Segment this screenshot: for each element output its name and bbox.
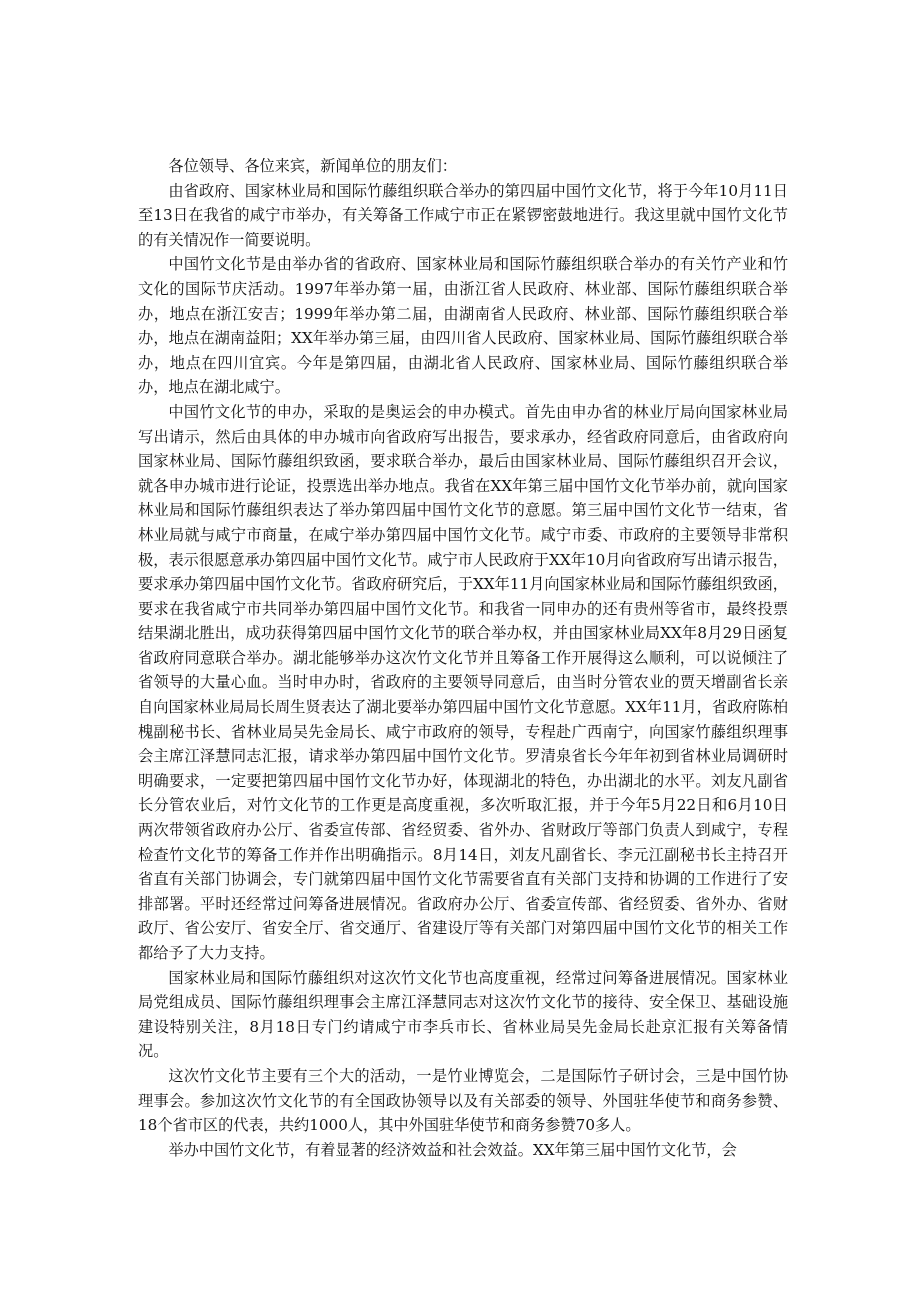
paragraph-national-support: 国家林业局和国际竹藤组织对这次竹文化节也高度重视，经常过问筹备进展情况。国家林业局党组成员、国际竹藤组织理事会主席江泽慧同志对这次竹文化节的接待、安全保卫、基础设施建设特别关注，8月18日专门约请咸宁市李兵市长、省林业局吴先金局长赴京汇报有关筹备情况。 bbox=[138, 968, 788, 1061]
paragraph-benefits: 举办中国竹文化节，有着显著的经济效益和社会效益。XX年第三届中国竹文化节，会 bbox=[168, 1140, 737, 1159]
paragraph-history: 中国竹文化节是由举办省的省政府、国家林业局和国际竹藤组织联合举办的有关竹产业和竹文化的国际节庆活动。1997年举办第一届，由浙江省人民政府、林业部、国际竹藤组织联合举办，地点在浙江安吉；1999年举办第二届，由湖南省人民政府、林业部、国际竹藤组织联合举办，地点在湖南益阳；XX年举办第三届，由四川省人民政府、国家林业局、国际竹藤组织联合举办，地点在四川宜宾。今年是第四届，由湖北省人民政府、国家林业局、国际竹藤组织联合举办，地点在湖北咸宁。 bbox=[138, 255, 788, 397]
paragraph-intro: 由省政府、国家林业局和国际竹藤组织联合举办的第四届中国竹文化节，将于今年10月11日至13日在我省的咸宁市举办，有关筹备工作咸宁市正在紧锣密鼓地进行。我这里就中国竹文化节的有关情况作一简要说明。 bbox=[138, 181, 788, 249]
document-body bbox=[138, 154, 788, 1162]
paragraph-activities: 这次竹文化节主要有三个大的活动，一是竹业博览会，二是国际竹子研讨会，三是中国竹协理事会。参加这次竹文化节的有全国政协领导以及有关部委的领导、外国驻华使节和商务参赞、18个省市区的代表，共约1000人，其中外国驻华使节和商务参赞70多人。 bbox=[138, 1066, 788, 1135]
paragraph-bidding: 中国竹文化节的申办，采取的是奥运会的申办模式。首先由申办省的林业厅局向国家林业局写出请示，然后由具体的申办城市向省政府写出报告，要求承办，经省政府同意后，由省政府向国家林业局、国际竹藤组织致函，要求联合举办，最后由国家林业局、国际竹藤组织召开会议，就各申办城市进行论证，投票选出举办地点。我省在XX年第三届中国竹文化节举办前，就向国家林业局和国际竹藤组织表达了举办第四届中国竹文化节的意愿。第三届中国竹文化节一结束，省林业局就与咸宁市商量，在咸宁举办第四届中国竹文化节。咸宁市委、市政府的主要领导非常积极，表示很愿意承办第四届中国竹文化节。咸宁市人民政府于XX年10月向省政府写出请示报告，要求承办第四届中国竹文化节。省政府研究后，于XX年11月向国家林业局和国际竹藤组织致函，要求在我省咸宁市共同举办第四届中国竹文化节。和我省一同申办的还有贵州等省市，最终投票结果湖北胜出，成功获得第四届中国竹文化节的联合举办权，并由国家林业局XX年8月29日函复省政府同意联合举办。湖北能够举办这次竹文化节并且筹备工作开展得这么顺利，可以说倾注了省领导的大量心血。当时申办时，省政府的主要领导同意后，由当时分管农业的贾天增副省长亲自向国家林业局局长周生贤表达了湖北要举办第四届中国竹文化节意愿。XX年11月，省政府陈柏槐副秘书长、省林业局吴先金局长、咸宁市政府的领导，专程赴广西南宁，向国家竹藤组织理事会主席江泽慧同志汇报，请求举办第四届中国竹文化节。罗清泉省长今年年初到省林业局调研时明确要求，一定要把第四届中国竹文化节办好，体现湖北的特色，办出湖北的水平。刘友凡副省长分管农业后，对竹文化节的工作更是高度重视，多次听取汇报，并于今年5月22日和6月10日两次带领省政府办公厅、省委宣传部、省经贸委、省外办、省财政厅等部门负责人到咸宁，专程检查竹文化节的筹备工作并作出明确指示。8月14日，刘友凡副省长、李元江副秘书长主持召开省直有关部门协调会，专门就第四届中国竹文化节需要省直有关部门支持和协调的工作进行了安排部署。平时还经常过问筹备进展情况。省政府办公厅、省委宣传部、省经贸委、省外办、省财政厅、省公安厅、省安全厅、省交通厅、省建设厅等有关部门对第四届中国竹文化节的相关工作都给予了大力支持。 bbox=[138, 402, 788, 962]
greeting: 各位领导、各位来宾，新闻单位的朋友们： bbox=[168, 157, 457, 175]
